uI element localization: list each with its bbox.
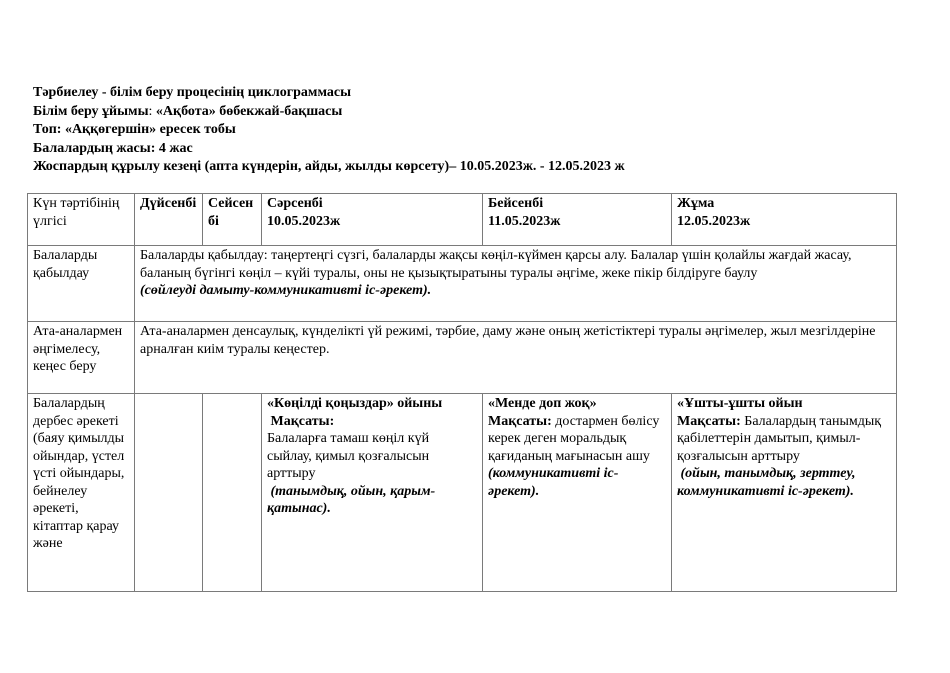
- thursday-date: 11.05.2023ж: [488, 213, 561, 229]
- row-label-reception: Балаларды қабылдау: [28, 246, 135, 322]
- header-cell-wednesday: [262, 194, 483, 246]
- friday-goal-text: Балалардың танымдық қабілеттерін дамытып, қимыл-қозғалысын арттыру: [677, 413, 882, 464]
- wednesday-activity-cell: [262, 394, 483, 592]
- thursday-goal-text: достармен бөлісу керек деген моральдық қағиданың мағынасын ашу: [488, 413, 660, 464]
- header-cell-schedule: Күн тәртібінің үлгісі: [28, 194, 135, 246]
- wednesday-activity-note: (танымдық, ойын, қарым-қатынас).: [267, 483, 436, 516]
- thursday-activity-cell: [483, 394, 672, 592]
- header-cell-thursday: [483, 194, 672, 246]
- table-row: [28, 322, 897, 394]
- header-cell-monday: Дүйсенбі: [135, 194, 203, 246]
- row-label-parents: Ата-аналармен әңгімелесу, кеңес беру: [28, 322, 135, 394]
- table-row: [28, 246, 897, 322]
- monday-activity-cell: [135, 394, 203, 592]
- thursday-goal-label: Мақсаты:: [488, 413, 552, 429]
- friday-activity-note: (ойын, танымдық, зерттеу, коммуникативті іс-әрекет).: [677, 466, 859, 499]
- table-row: [28, 394, 897, 592]
- reception-note: (сөйлеуді дамыту-коммуникативті іс-әрекет).: [140, 283, 432, 298]
- friday-date: 12.05.2023ж: [677, 213, 751, 229]
- organization-line: [33, 103, 913, 122]
- organization-colon: :: [148, 103, 153, 119]
- document-header: [33, 84, 913, 177]
- friday-goal-label: Мақсаты:: [677, 413, 741, 429]
- header-cell-tuesday: Сейсенбі: [203, 194, 262, 246]
- header-cell-friday: [672, 194, 897, 246]
- wednesday-goal-label: Мақсаты:: [267, 413, 335, 429]
- friday-game-title: «Ұшты-ұшты ойын: [677, 396, 803, 411]
- thursday-activity-note: (коммуникативті іс-әрекет).: [488, 466, 619, 499]
- friday-label: Жұма: [677, 196, 715, 211]
- reception-content: [135, 246, 897, 322]
- table-header-row: [28, 194, 897, 246]
- tuesday-activity-cell: [203, 394, 262, 592]
- organization-label: Білім беру ұйымы: [33, 103, 149, 119]
- doc-title: Тәрбиелеу - білім беру процесінің циклограммасы: [33, 85, 352, 100]
- age-line: Балалардың жасы: 4 жас: [33, 140, 193, 156]
- thursday-label: Бейсенбі: [488, 196, 544, 211]
- row-label-independent-activity: Балалардың дербес әрекеті (баяу қимылды ойындар, үстел үсті ойындары, бейнелеу әрекеті, кітаптар қарау және: [28, 394, 135, 592]
- reception-text: Балаларды қабылдау: таңертеңгі сүзгі, балаларды жақсы көңіл-күймен қарсы алу. Балалар үшін қолайлы жағдай жасау, баланың бүгінгі көңіл – күйі туралы, оны не қызықтыратыны туралы әңгіме, жеке пікір білдіруге баулу: [140, 248, 852, 281]
- thursday-game-title: «Менде доп жоқ»: [488, 396, 597, 411]
- schedule-table: [27, 193, 897, 592]
- friday-activity-cell: [672, 394, 897, 592]
- parents-content: Ата-аналармен денсаулық, күнделікті үй режимі, тәрбие, даму және оның жетістіктері туралы әңгімелер, жыл мезгілдеріне арналған киім туралы кеңестер.: [135, 322, 897, 394]
- wednesday-goal-text: Балаларға тамаш көңіл күй сыйлау, қимыл қозғалысын арттыру: [267, 431, 430, 481]
- wednesday-game-title: «Көңілді қоңыздар» ойыны: [267, 396, 443, 411]
- wednesday-label: Сәрсенбі: [267, 196, 323, 211]
- period-line: Жоспардың құрылу кезеңі (апта күндерін, айды, жылды көрсету)– 10.05.2023ж. - 12.05.2023 ж: [33, 159, 625, 174]
- organization-name: «Ақбота» бөбекжай-бақшасы: [152, 103, 343, 119]
- group-line: Топ: «Аққөгершін» ересек тобы: [33, 122, 236, 137]
- wednesday-date: 10.05.2023ж: [267, 213, 341, 229]
